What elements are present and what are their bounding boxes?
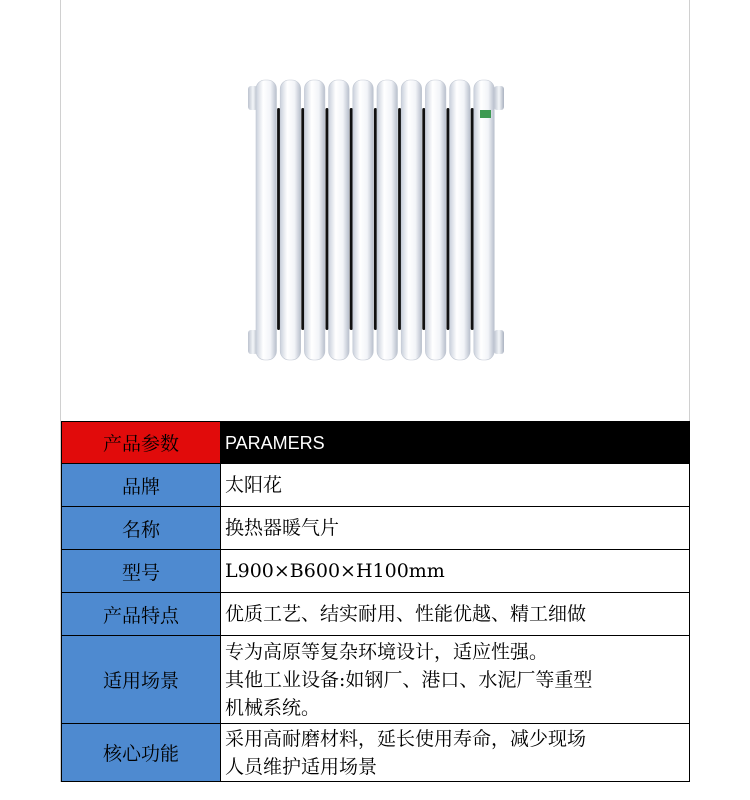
radiator-image bbox=[248, 72, 504, 364]
radiator-gap bbox=[350, 108, 353, 330]
radiator-gap bbox=[326, 108, 329, 330]
radiator-gap bbox=[422, 108, 425, 330]
spec-value-line: 机械系统。 bbox=[225, 696, 321, 719]
spec-value-line: 人员维护适用场景 bbox=[225, 755, 378, 778]
spec-value-line: 专为高原等复杂环境设计，适应性强。 bbox=[225, 640, 549, 663]
spec-value: 太阳花 bbox=[221, 464, 690, 507]
spec-row-model bbox=[62, 550, 690, 593]
radiator-gap bbox=[277, 108, 280, 330]
spec-label: 核心功能 bbox=[62, 724, 221, 782]
radiator-gap bbox=[398, 108, 401, 330]
spec-label: 品牌 bbox=[62, 464, 221, 507]
spec-label: 产品特点 bbox=[62, 593, 221, 636]
radiator-gap bbox=[374, 108, 377, 330]
radiator-column bbox=[474, 80, 495, 360]
spec-row-core-functions bbox=[62, 724, 690, 782]
spec-header-row bbox=[62, 422, 690, 464]
spec-label: 适用场景 bbox=[62, 636, 221, 724]
radiator-column bbox=[280, 80, 301, 360]
spec-value: L900×B600×H100mm bbox=[221, 550, 690, 593]
spec-row-scenarios bbox=[62, 636, 690, 724]
spec-row-name bbox=[62, 507, 690, 550]
radiator-column bbox=[450, 80, 471, 360]
radiator-column bbox=[377, 80, 398, 360]
radiator-column bbox=[401, 80, 422, 360]
radiator-column bbox=[353, 80, 374, 360]
spec-label: 型号 bbox=[62, 550, 221, 593]
spec-table bbox=[61, 421, 690, 782]
spec-value-line: 其他工业设备:如钢厂、港口、水泥厂等重型 bbox=[225, 668, 593, 691]
radiator-gap bbox=[447, 108, 450, 330]
spec-value: 换热器暖气片 bbox=[221, 507, 690, 550]
spec-row-features bbox=[62, 593, 690, 636]
label-sticker bbox=[480, 110, 491, 118]
radiator-column bbox=[304, 80, 325, 360]
spec-value bbox=[221, 724, 690, 782]
spec-value-line: 采用高耐磨材料，延长使用寿命，减少现场 bbox=[225, 727, 587, 750]
spec-row-brand bbox=[62, 464, 690, 507]
radiator-column bbox=[329, 80, 350, 360]
spec-label: 名称 bbox=[62, 507, 221, 550]
radiator-gap bbox=[471, 108, 474, 330]
radiator-column bbox=[256, 80, 277, 360]
spec-header-value: PARAMERS bbox=[221, 422, 690, 464]
radiator-gap bbox=[301, 108, 304, 330]
spec-value bbox=[221, 636, 690, 724]
spec-header-label: 产品参数 bbox=[62, 422, 221, 464]
spec-value: 优质工艺、结实耐用、性能优越、精工细做 bbox=[221, 593, 690, 636]
radiator-column bbox=[425, 80, 446, 360]
